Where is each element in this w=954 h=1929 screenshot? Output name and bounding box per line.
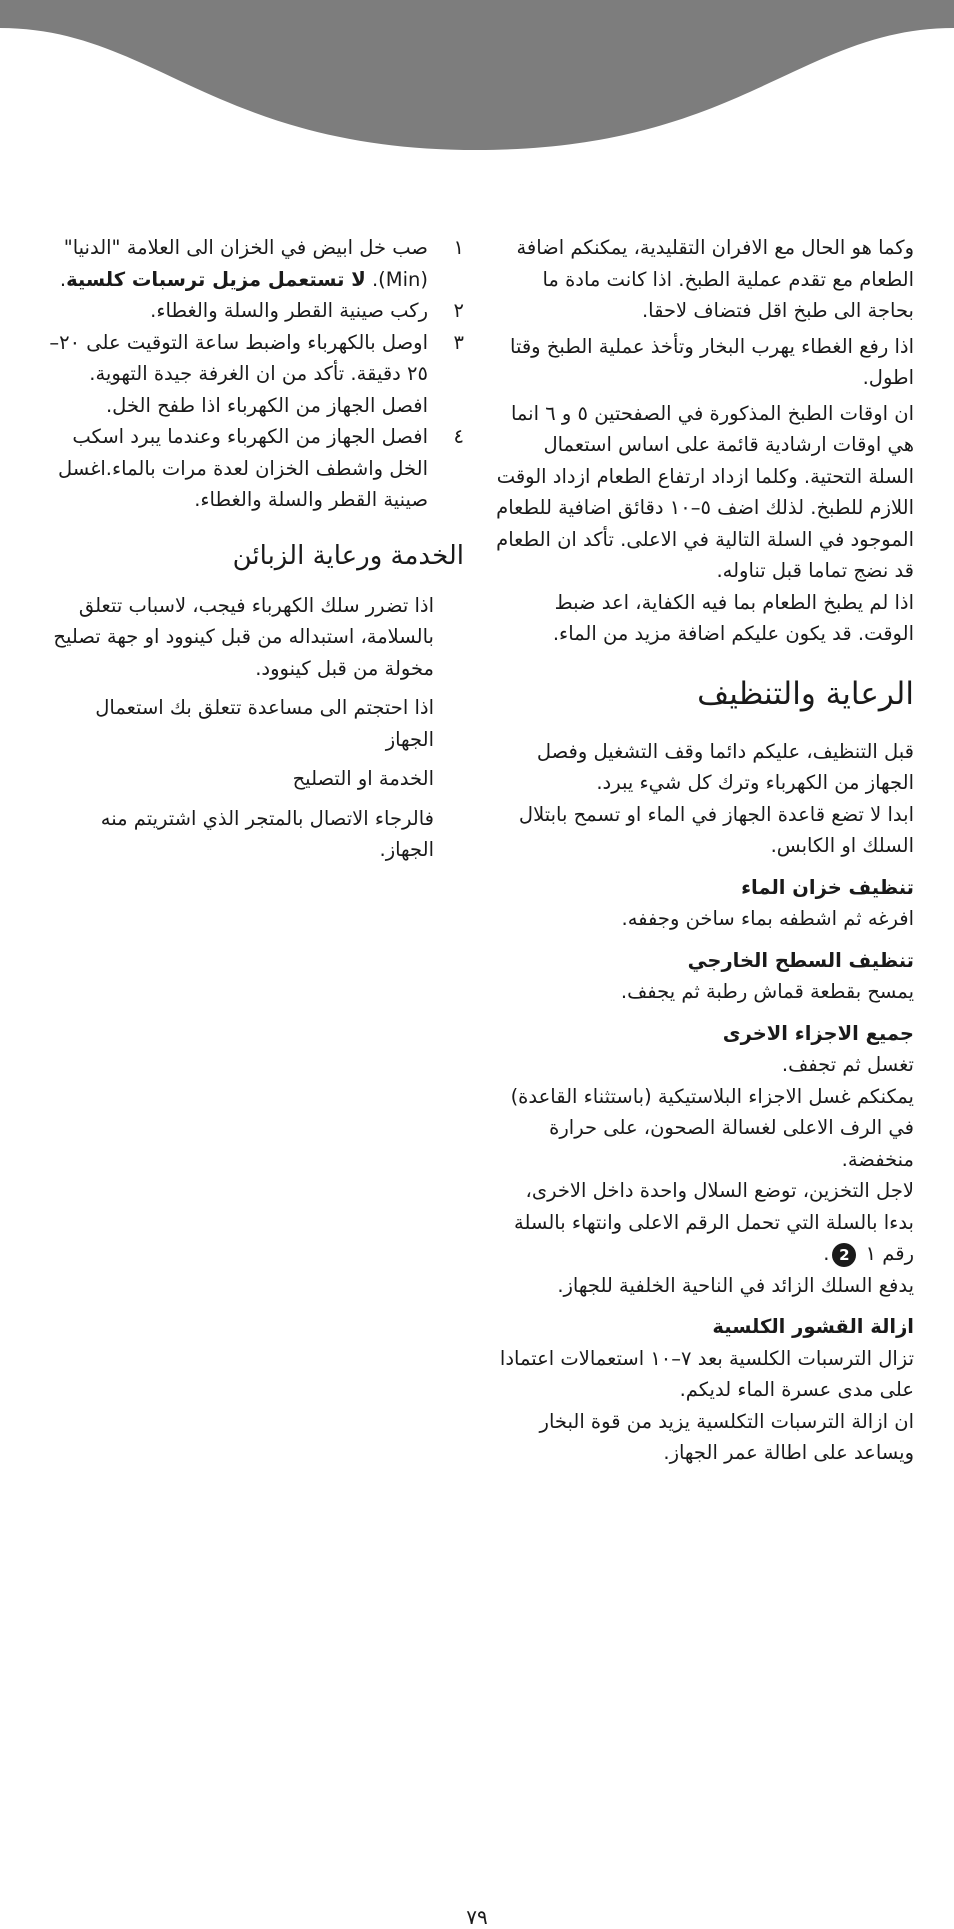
descaling-step [44, 232, 464, 295]
step-number: ٢ [453, 299, 464, 322]
page-number: ٧٩ [466, 1905, 488, 1929]
tank-cleaning-title: تنظيف خزان الماء [741, 875, 914, 899]
step-number: ١ [453, 236, 464, 259]
right-column [494, 232, 914, 1469]
step-text: صب خل ابيض في الخزان الى العلامة "الدنيا" (Min). [63, 236, 428, 291]
left-column [44, 232, 464, 866]
step-text: ركب صينية القطر والسلة والغطاء. [150, 299, 428, 322]
descaling-title: ازالة القشور الكلسية [712, 1315, 914, 1338]
step-tail: . [59, 267, 67, 291]
descaling-step [44, 421, 464, 516]
service-paragraph: فالرجاء الاتصال بالمتجر الذي اشتريتم منه الجهاز. [100, 806, 434, 861]
storage-text-main: لاجل التخزين، توضع السلال واحدة داخل الاخرى، بدءا بالسلة التي تحمل الرقم الاعلى وانتهاء بالسلة رقم ١ [514, 1179, 914, 1265]
intro-paragraph-1: وكما هو الحال مع الافران التقليدية، يمكنكم اضافة الطعام مع تقدم عملية الطبخ. اذا كانت مادة ما بحاجة الى طبخ اقل فتضاف لاحقا. [516, 236, 914, 322]
cord-storage-text: يدفع السلك الزائد في الناحية الخلفية للجهاز. [557, 1273, 914, 1297]
intro-paragraph-2: اذا رفع الغطاء يهرب البخار وتأخذ عملية الطبخ وقتا اطول. [510, 334, 914, 389]
other-parts-line-1: تغسل ثم تجفف. [781, 1053, 914, 1076]
care-cleaning-heading: الرعاية والتنظيف [697, 675, 914, 712]
tank-cleaning-text: افرغه ثم اشطفه بماء ساخن وجففه. [621, 907, 914, 930]
outer-cleaning-text: يمسح بقطعة قماش رطبة ثم يجفف. [620, 980, 914, 1003]
other-parts-line-2: يمكنكم غسل الاجزاء البلاستيكية (باستثناء القاعدة) في الرف الاعلى لغسالة الصحون، على حرارة منخفضة. [510, 1084, 914, 1171]
care-warning: ابدا لا تضع قاعدة الجهاز في الماء او تسمح بابتلال السلك او الكابس. [518, 802, 914, 857]
step-text: اوصل بالكهرباء واضبط ساعة التوقيت على ٢٠–٢٥ دقيقة. تأكد من ان الغرفة جيدة التهوية. افصل الجهاز من الكهرباء اذا طفح الخل. [49, 330, 428, 417]
care-intro: قبل التنظيف، عليكم دائما وقف التشغيل وفصل الجهاز من الكهرباء وترك كل شيء يبرد. [536, 739, 914, 794]
service-paragraph: اذا تضرر سلك الكهرباء فيجب، لاسباب تتعلق بالسلامة، استبداله من قبل كينوود او جهة تصليح مخولة من قبل كينوود. [53, 593, 434, 680]
descaling-line-1: تزال الترسبات الكلسية بعد ٧–١٠ استعمالات اعتمادا على مدى عسرة الماء لديكم. [499, 1346, 914, 1401]
step-bold-warning: لا تستعمل مزيل ترسبات كلسية [66, 267, 366, 291]
intro-paragraph-3: ان اوقات الطبخ المذكورة في الصفحتين ٥ و ٦ انما هي اوقات ارشادية قائمة على اساس استعمال السلة التحتية. وكلما ازداد ارتفاع الطعام ازداد الوقت اللازم للطبخ. لذلك اضف ٥–١٠ دقائق اضافية للطعام الموجود في السلة التالية في الاعلى. تأكد ان الطعام قد نضج تماما قبل تناوله. [496, 401, 914, 582]
step-number: ٤ [453, 425, 464, 448]
step-text: افصل الجهاز من الكهرباء وعندما يبرد اسكب الخل واشطف الخزان لعدة مرات بالماء.اغسل صينية القطر والسلة والغطاء. [58, 425, 428, 511]
other-parts-title: جميع الاجزاء الاخرى [722, 1021, 914, 1045]
outer-cleaning-title: تنظيف السطح الخارجي [687, 948, 914, 972]
step-number: ٣ [453, 330, 464, 354]
number-2-badge-icon: 2 [832, 1243, 856, 1267]
descaling-step [44, 295, 464, 327]
descaling-line-2: ان ازالة الترسبات التكلسية يزيد من قوة البخار ويساعد على اطالة عمر الجهاز. [539, 1409, 914, 1464]
storage-text-end: . [823, 1242, 830, 1265]
service-heading: الخدمة ورعاية الزبائن [232, 540, 464, 571]
storage-text [494, 1175, 914, 1270]
header-wave-decoration [0, 0, 954, 160]
service-paragraph: الخدمة او التصليح [292, 767, 434, 790]
service-paragraph: اذا احتجتم الى مساعدة تتعلق بك استعمال الجهاز [95, 696, 434, 751]
descaling-step [44, 327, 464, 422]
intro-paragraph-4: اذا لم يطبخ الطعام بما فيه الكفاية، اعد ضبط الوقت. قد يكون عليكم اضافة مزيد من الماء. [552, 590, 914, 645]
